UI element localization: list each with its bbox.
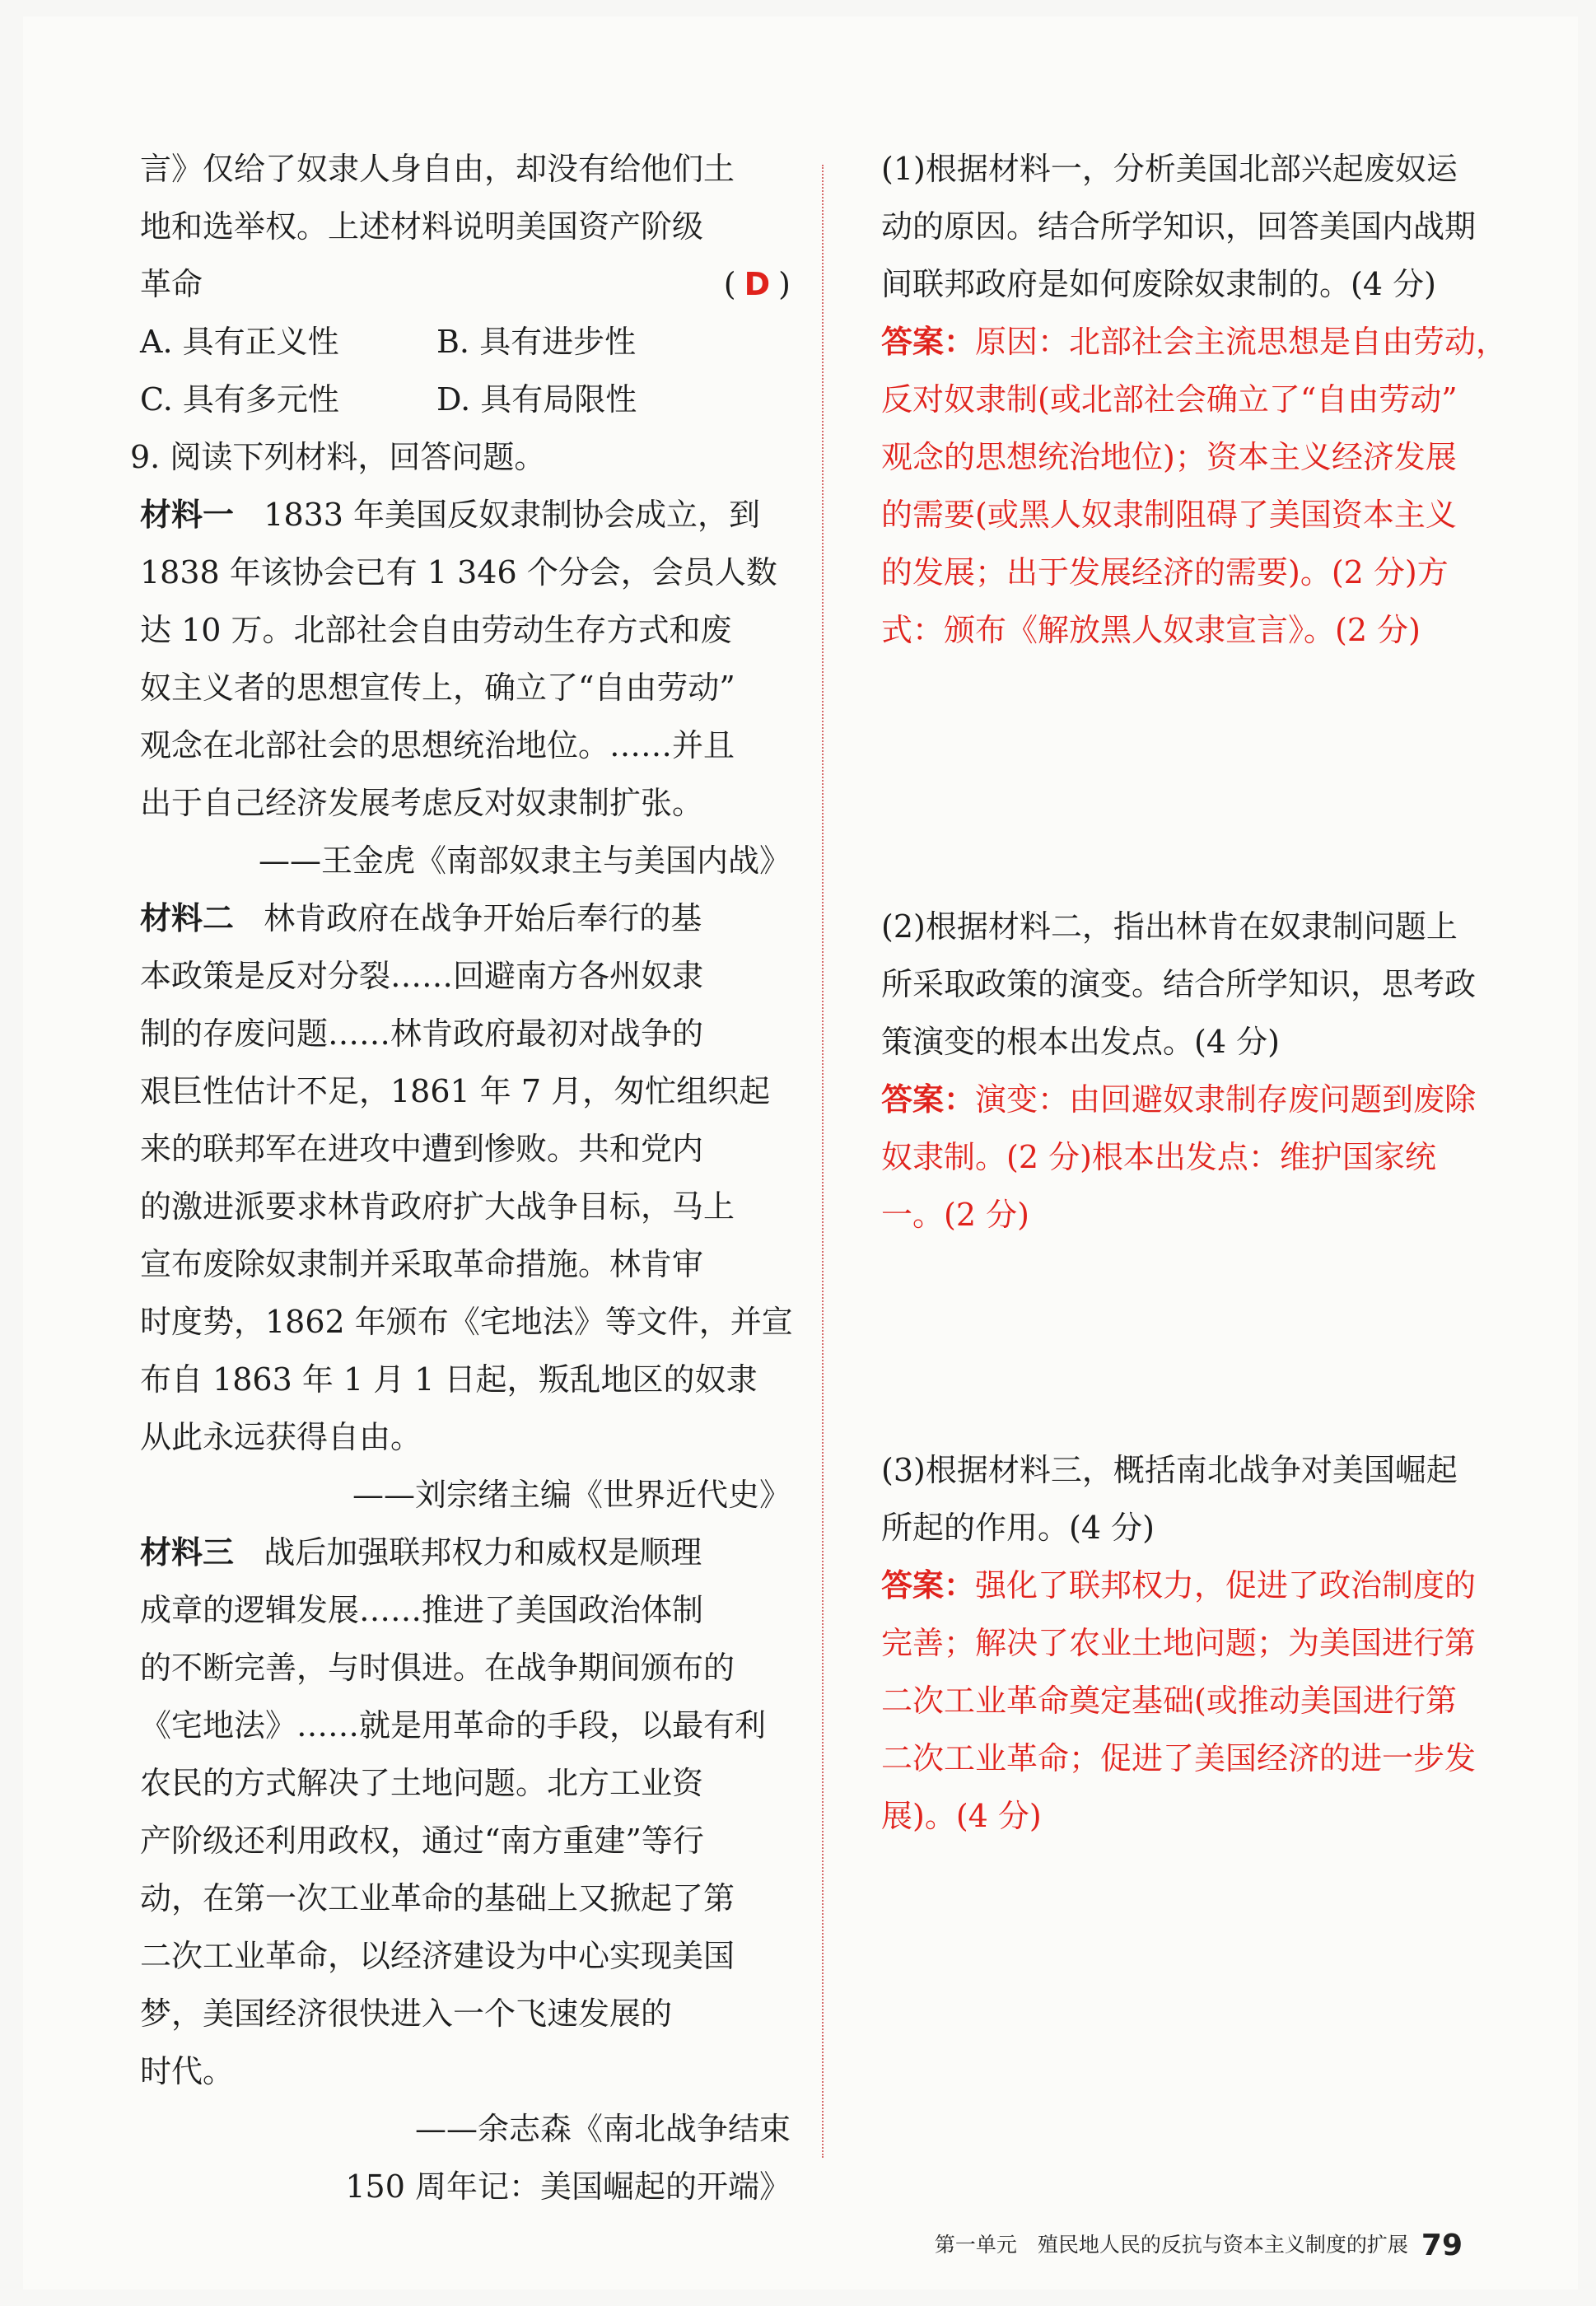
answer-2-line: 一。(2 分) bbox=[881, 1197, 1029, 1233]
material-2-line: 来的联邦军在进攻中遭到惨败。共和党内 bbox=[140, 1131, 704, 1167]
answer-label: 答案： bbox=[881, 1081, 976, 1118]
option-a: A. 具有正义性 bbox=[140, 324, 339, 360]
question-8-stem-end: 革命 bbox=[140, 266, 203, 302]
material-3-line: 农民的方式解决了土地问题。北方工业资 bbox=[140, 1765, 704, 1801]
answer-label: 答案： bbox=[881, 323, 976, 360]
answer-3-line: 二次工业革命；促进了美国经济的进一步发 bbox=[881, 1740, 1477, 1776]
answer-1-line: 的需要(或黑人奴隶制阻碍了美国资本主义 bbox=[881, 497, 1457, 533]
answer-3-line: 完善；解决了农业土地问题；为美国进行第 bbox=[881, 1625, 1477, 1661]
right-column bbox=[881, 140, 1524, 1845]
sub-question-2: 策演变的根本出发点。(4 分) bbox=[881, 1024, 1280, 1060]
answer-3-text: 强化了联邦权力，促进了政治制度的 bbox=[975, 1567, 1477, 1603]
material-1-source: ——王金虎《南部奴隶主与美国内战》 bbox=[258, 843, 791, 879]
material-1-label: 材料一 bbox=[140, 496, 235, 533]
answer-1-line: 式：颁布《解放黑人奴隶宣言》。(2 分) bbox=[881, 612, 1421, 648]
material-3-line: 的不断完善，与时俱进。在战争期间颁布的 bbox=[140, 1650, 735, 1686]
material-1-line: 1838 年该协会已有 1 346 个分会，会员人数 bbox=[140, 554, 777, 591]
material-3-line: 动，在第一次工业革命的基础上又掀起了第 bbox=[140, 1880, 735, 1916]
material-2-line: 时度势，1862 年颁布《宅地法》等文件，并宣 bbox=[140, 1304, 793, 1340]
answer-2-first-line bbox=[881, 1071, 1524, 1128]
material-1-text: 1833 年美国反奴隶制协会成立，到 bbox=[264, 497, 761, 533]
option-d: D. 具有局限性 bbox=[436, 381, 637, 418]
unit-title: 第一单元 殖民地人民的反抗与资本主义制度的扩展 bbox=[934, 2233, 1408, 2257]
question-8-stem-line: 地和选举权。上述材料说明美国资产阶级 bbox=[140, 208, 704, 245]
question-8-stem-line: 言》仅给了奴隶人身自由，却没有给他们土 bbox=[140, 151, 735, 187]
material-1-line: 出于自己经济发展考虑反对奴隶制扩张。 bbox=[140, 785, 704, 821]
material-3-label: 材料三 bbox=[140, 1533, 235, 1571]
page bbox=[23, 16, 1578, 2290]
answer-1-line: 的发展；出于发展经济的需要)。(2 分)方 bbox=[881, 554, 1449, 591]
question-9-title: 9. 阅读下列材料，回答问题。 bbox=[130, 439, 546, 475]
sub-question-3: 所起的作用。(4 分) bbox=[881, 1510, 1155, 1546]
options-row bbox=[140, 313, 791, 371]
material-3-line: 时代。 bbox=[140, 2053, 235, 2089]
question-8-answer: D bbox=[744, 266, 771, 302]
answer-2-text: 演变：由回避奴隶制存废问题到废除 bbox=[975, 1081, 1477, 1118]
material-2-line: 艰巨性估计不足，1861 年 7 月，匆忙组织起 bbox=[140, 1073, 771, 1109]
left-column bbox=[130, 140, 793, 2215]
answer-1-line: 观念的思想统治地位)；资本主义经济发展 bbox=[881, 439, 1457, 475]
answer-1-line: 反对奴隶制(或北部社会确立了“自由劳动” bbox=[881, 381, 1458, 418]
answer-label: 答案： bbox=[881, 1566, 976, 1603]
material-3-first-line bbox=[140, 1524, 791, 1581]
page-number: 79 bbox=[1421, 2229, 1463, 2262]
material-1-line: 达 10 万。北部社会自由劳动生存方式和废 bbox=[140, 612, 732, 648]
material-3-line: 成章的逻辑发展……推进了美国政治体制 bbox=[140, 1592, 704, 1628]
answer-bracket: ( D ) bbox=[723, 266, 791, 302]
material-2-text: 林肯政府在战争开始后奉行的基 bbox=[264, 900, 702, 936]
sub-question-2: (2)根据材料二，指出林肯在奴隶制问题上 bbox=[881, 908, 1458, 945]
spacer bbox=[881, 1244, 1524, 1441]
material-2-line: 制的存废问题……林肯政府最初对战争的 bbox=[140, 1015, 704, 1052]
material-1-line: 奴主义者的思想宣传上，确立了“自由劳动” bbox=[140, 670, 735, 706]
column-divider bbox=[822, 165, 824, 2158]
spacer bbox=[881, 659, 1524, 898]
material-3-source: ——余志森《南北战争结束 bbox=[414, 2111, 791, 2147]
material-3-source: 150 周年记：美国崛起的开端》 bbox=[345, 2168, 791, 2205]
material-3-line: 产阶级还利用政权，通过“南方重建”等行 bbox=[140, 1823, 704, 1859]
answer-3-line: 展)。(4 分) bbox=[881, 1798, 1042, 1834]
material-2-line: 本政策是反对分裂……回避南方各州奴隶 bbox=[140, 958, 704, 994]
material-3-line: 《宅地法》……就是用革命的手段，以最有利 bbox=[140, 1707, 767, 1744]
material-2-line: 布自 1863 年 1 月 1 日起，叛乱地区的奴隶 bbox=[140, 1361, 758, 1398]
material-2-line: 的激进派要求林肯政府扩大战争目标，马上 bbox=[140, 1188, 735, 1225]
material-2-source: ——刘宗绪主编《世界近代史》 bbox=[352, 1477, 791, 1513]
sub-question-1: 动的原因。结合所学知识，回答美国内战期 bbox=[881, 208, 1477, 245]
sub-question-3: (3)根据材料三，概括南北战争对美国崛起 bbox=[881, 1452, 1458, 1488]
answer-3-line: 二次工业革命奠定基础(或推动美国进行第 bbox=[881, 1683, 1457, 1719]
sub-question-2: 所采取政策的演变。结合所学知识，思考政 bbox=[881, 966, 1477, 1002]
answer-1-first-line bbox=[881, 313, 1524, 371]
sub-question-1: (1)根据材料一，分析美国北部兴起废奴运 bbox=[881, 151, 1458, 187]
material-2-label: 材料二 bbox=[140, 899, 235, 936]
material-3-line: 梦，美国经济很快进入一个飞速发展的 bbox=[140, 1996, 673, 2032]
material-2-first-line bbox=[140, 889, 791, 947]
page-footer bbox=[935, 2229, 1463, 2262]
material-2-line: 宣布废除奴隶制并采取革命措施。林肯审 bbox=[140, 1246, 704, 1282]
option-b: B. 具有进步性 bbox=[436, 324, 637, 360]
answer-3-first-line bbox=[881, 1557, 1524, 1614]
question-8-stem-last bbox=[140, 255, 791, 313]
answer-1-text: 原因：北部社会主流思想是自由劳动， bbox=[975, 324, 1508, 360]
options-row bbox=[140, 371, 791, 428]
material-3-text: 战后加强联邦权力和威权是顺理 bbox=[264, 1534, 702, 1571]
material-1-line: 观念在北部社会的思想统治地位。……并且 bbox=[140, 727, 735, 763]
sub-question-1: 间联邦政府是如何废除奴隶制的。(4 分) bbox=[881, 266, 1436, 302]
material-1-first-line bbox=[140, 486, 791, 544]
answer-2-line: 奴隶制。(2 分)根本出发点：维护国家统 bbox=[881, 1139, 1436, 1175]
material-2-line: 从此永远获得自由。 bbox=[140, 1419, 422, 1455]
material-3-line: 二次工业革命，以经济建设为中心实现美国 bbox=[140, 1938, 735, 1974]
option-c: C. 具有多元性 bbox=[140, 381, 339, 418]
